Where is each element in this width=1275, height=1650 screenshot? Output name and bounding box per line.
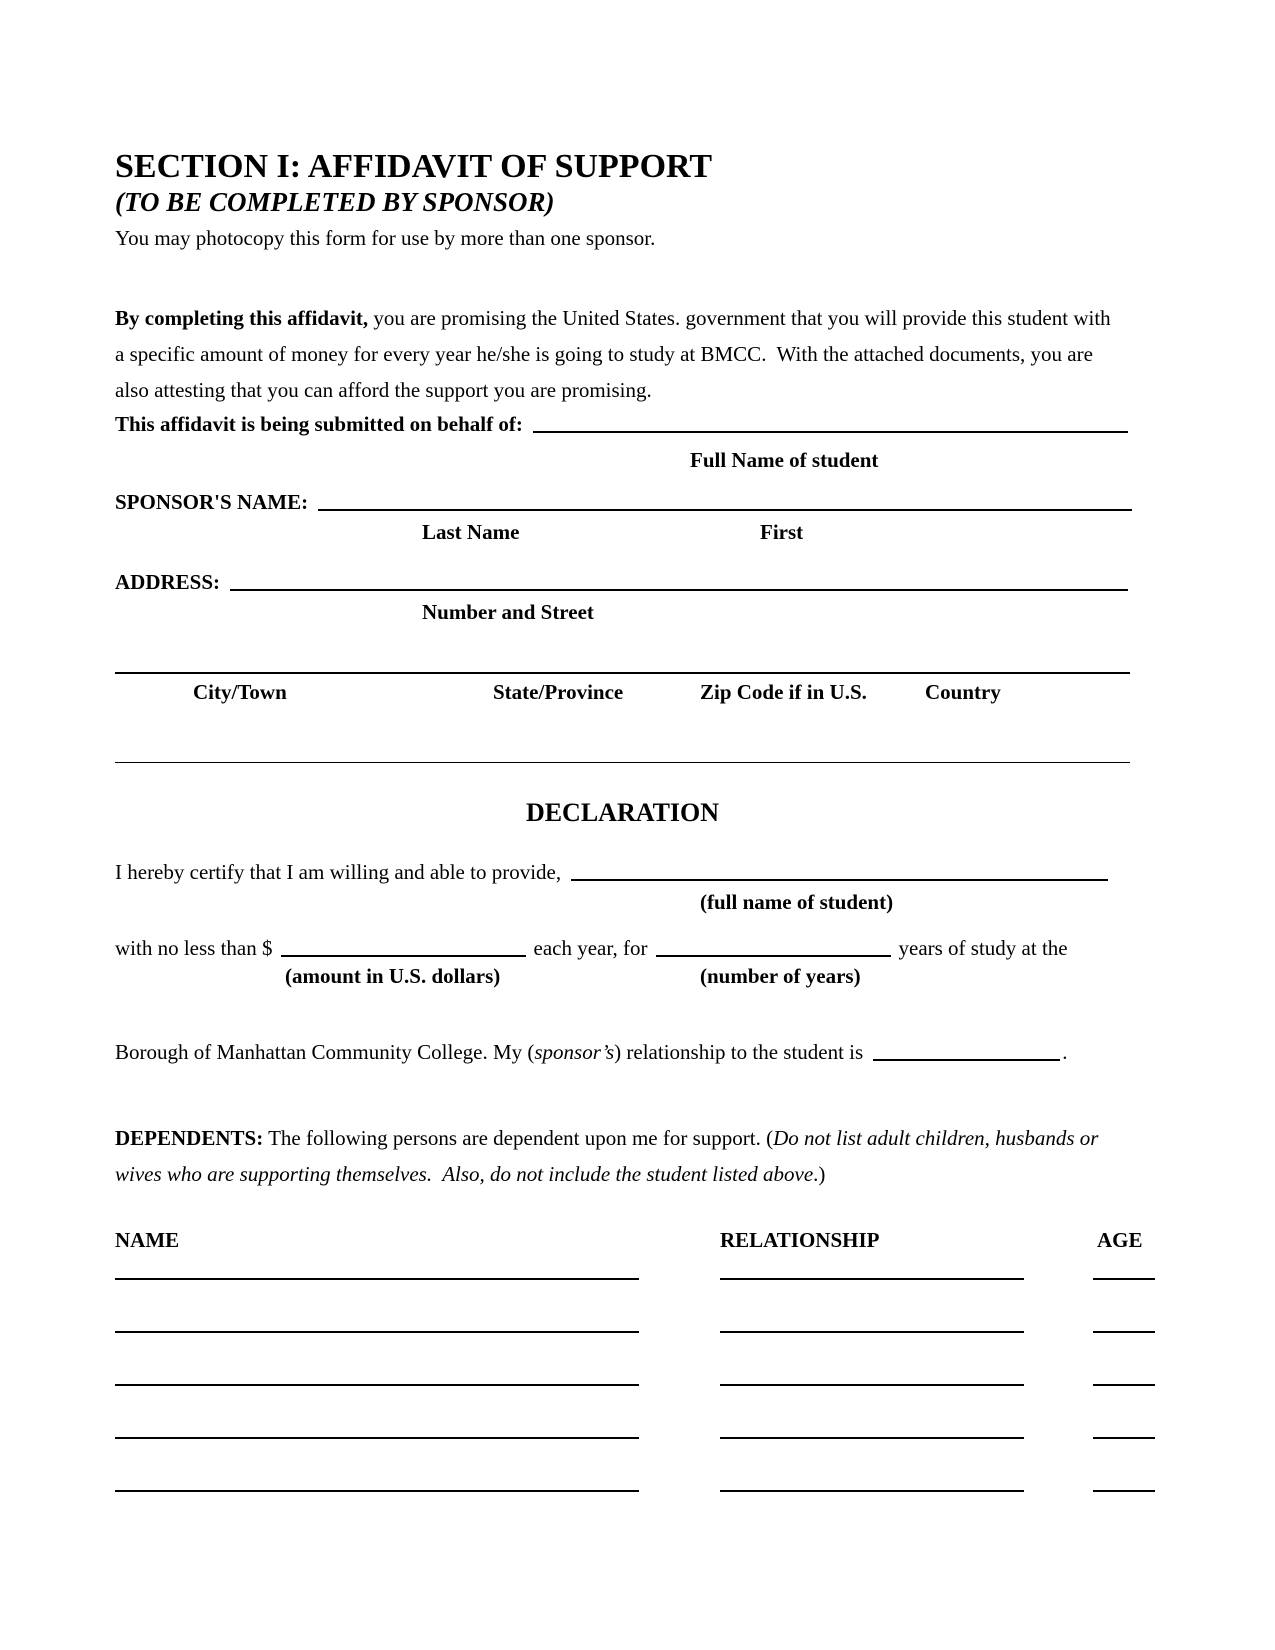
dependent-age-line[interactable] bbox=[1093, 1278, 1155, 1280]
borough-period: . bbox=[1062, 1040, 1068, 1064]
dependent-name-line[interactable] bbox=[115, 1384, 639, 1386]
certify-text: I hereby certify that I am willing and able to provide, bbox=[115, 860, 562, 884]
dependents-rows bbox=[115, 1278, 1160, 1492]
amount-prefix: with no less than $ bbox=[115, 936, 273, 960]
dependent-relationship-line[interactable] bbox=[720, 1331, 1024, 1333]
declaration-heading: DECLARATION bbox=[525, 798, 720, 827]
state-caption: State/Province bbox=[493, 680, 624, 704]
page-subtitle: (TO BE COMPLETED BY SPONSOR) bbox=[115, 187, 555, 217]
dependent-row bbox=[115, 1278, 1160, 1280]
years-line[interactable] bbox=[656, 955, 891, 957]
dependent-name-line[interactable] bbox=[115, 1437, 639, 1439]
student-full-name-caption: Full Name of student bbox=[690, 448, 879, 472]
dependent-age-line[interactable] bbox=[1093, 1490, 1155, 1492]
intro-paragraph bbox=[115, 300, 1115, 408]
dependents-paragraph bbox=[115, 1120, 1115, 1192]
dependent-row bbox=[115, 1384, 1160, 1386]
dependents-italic-note: Do not list adult children, husbands or wives who are supporting themselves. Also, do not include the student listed above bbox=[115, 1126, 1104, 1186]
intro-body: you are promising the United States. government that you will provide this student with a specific amount of money for every year he/she is going to study at BMCC. With the attached documents, you are also attesting that you can afford the support you are promising. bbox=[115, 306, 1116, 402]
amount-line[interactable] bbox=[281, 955, 526, 957]
last-name-caption: Last Name bbox=[422, 520, 520, 544]
amount-suffix: years of study at the bbox=[898, 936, 1068, 960]
dependent-relationship-line[interactable] bbox=[720, 1437, 1024, 1439]
certify-student-name-line[interactable] bbox=[571, 879, 1108, 881]
city-caption: City/Town bbox=[193, 680, 287, 704]
student-full-name-line[interactable] bbox=[533, 431, 1128, 433]
dependent-name-line[interactable] bbox=[115, 1490, 639, 1492]
dependents-text: The following persons are dependent upon me for support. ( bbox=[263, 1126, 774, 1150]
dependent-row bbox=[115, 1490, 1160, 1492]
amount-middle: each year, for bbox=[533, 936, 648, 960]
column-header-name: NAME bbox=[115, 1228, 180, 1252]
sponsor-name-row bbox=[115, 490, 1132, 515]
amount-caption: (amount in U.S. dollars) bbox=[285, 964, 501, 988]
dependent-relationship-line[interactable] bbox=[720, 1490, 1024, 1492]
sponsor-name-line[interactable] bbox=[318, 509, 1132, 511]
first-name-caption: First bbox=[760, 520, 804, 544]
relationship-line[interactable] bbox=[873, 1059, 1060, 1061]
dependents-close: .) bbox=[813, 1162, 826, 1186]
page-title: SECTION I: AFFIDAVIT OF SUPPORT bbox=[115, 148, 713, 185]
dependent-age-line[interactable] bbox=[1093, 1384, 1155, 1386]
section-divider bbox=[115, 762, 1130, 763]
certify-caption: (full name of student) bbox=[700, 890, 894, 914]
country-caption: Country bbox=[925, 680, 1001, 704]
behalf-of-label: This affidavit is being submitted on behalf of: bbox=[115, 412, 523, 436]
dependent-row bbox=[115, 1437, 1160, 1439]
photocopy-note: You may photocopy this form for use by more than one sponsor. bbox=[115, 226, 656, 250]
behalf-of-row bbox=[115, 412, 1128, 437]
sponsor-name-label: SPONSOR'S NAME: bbox=[115, 490, 309, 514]
borough-text: Borough of Manhattan Community College. My ( bbox=[115, 1040, 535, 1064]
intro-lead: By completing this affidavit, bbox=[115, 306, 369, 330]
amount-row bbox=[115, 936, 1115, 961]
borough-after: ) relationship to the student is bbox=[614, 1040, 864, 1064]
street-caption: Number and Street bbox=[422, 600, 594, 624]
dependent-name-line[interactable] bbox=[115, 1331, 639, 1333]
certify-row bbox=[115, 860, 1108, 885]
dependent-row bbox=[115, 1331, 1160, 1333]
address-city-line[interactable] bbox=[115, 672, 1130, 674]
address-label: ADDRESS: bbox=[115, 570, 221, 594]
dependent-age-line[interactable] bbox=[1093, 1331, 1155, 1333]
address-row bbox=[115, 570, 1128, 595]
dependent-relationship-line[interactable] bbox=[720, 1384, 1024, 1386]
years-caption: (number of years) bbox=[700, 964, 861, 988]
zip-caption: Zip Code if in U.S. bbox=[700, 680, 867, 704]
dependent-name-line[interactable] bbox=[115, 1278, 639, 1280]
column-header-age: AGE bbox=[1097, 1228, 1143, 1252]
column-header-relationship: RELATIONSHIP bbox=[720, 1228, 880, 1252]
borough-row bbox=[115, 1040, 1130, 1065]
dependents-label: DEPENDENTS: bbox=[115, 1126, 264, 1150]
borough-sponsor-italic: sponsor’s bbox=[534, 1040, 615, 1064]
dependent-relationship-line[interactable] bbox=[720, 1278, 1024, 1280]
dependent-age-line[interactable] bbox=[1093, 1437, 1155, 1439]
address-street-line[interactable] bbox=[230, 589, 1128, 591]
